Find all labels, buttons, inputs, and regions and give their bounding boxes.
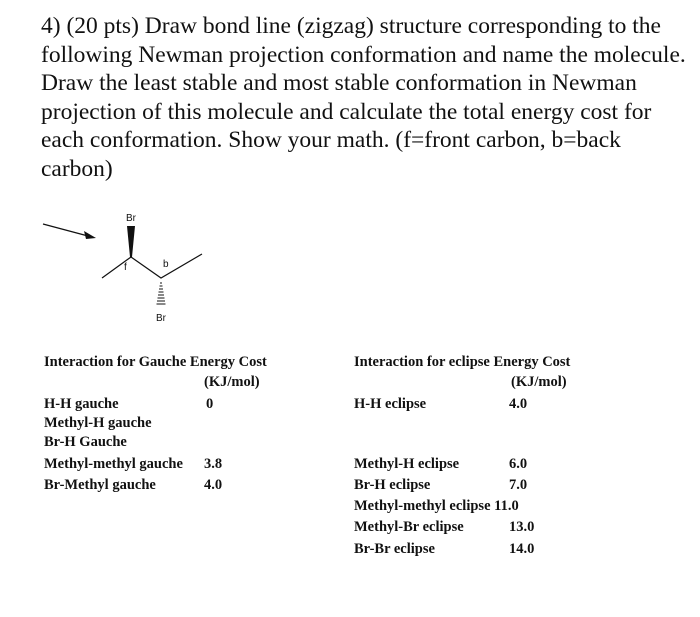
table-row <box>354 496 519 516</box>
interaction-label: Methyl-methyl gauche <box>44 456 183 472</box>
interaction-label: Br-H Gauche <box>44 434 127 450</box>
energy-value: 6.0 <box>509 456 528 472</box>
interaction-label: H-H gauche <box>44 396 119 412</box>
bottom-br-label: Br <box>156 313 166 324</box>
table-row <box>354 394 426 414</box>
zigzag-bonds <box>102 254 202 278</box>
interaction-label: Methyl-H eclipse <box>354 456 460 472</box>
interaction-label: Br-Methyl gauche <box>44 477 156 493</box>
interaction-label: Br-Br eclipse <box>354 541 435 557</box>
table-row <box>354 454 459 474</box>
energy-value: 0 <box>206 396 214 412</box>
back-carbon-label: b <box>163 259 169 270</box>
pointer-arrow-line <box>43 224 88 236</box>
gauche-header-units: (KJ/mol) <box>204 374 260 390</box>
gauche-header: Interaction for Gauche Energy Cost <box>44 354 267 370</box>
top-br-label: Br <box>126 213 136 224</box>
wedge-bond <box>127 226 135 257</box>
table-row <box>354 475 430 495</box>
eclipse-table <box>354 352 654 572</box>
structure-drawing <box>40 205 230 335</box>
gauche-table <box>44 352 334 502</box>
table-row <box>44 432 127 452</box>
energy-value: 14.0 <box>509 541 535 557</box>
table-row <box>44 394 119 414</box>
front-carbon-label: f <box>124 262 127 273</box>
table-row <box>44 413 152 433</box>
energy-value: 4.0 <box>204 477 223 493</box>
energy-value: 4.0 <box>509 396 528 412</box>
newman-figure <box>40 205 230 335</box>
eclipse-header-units: (KJ/mol) <box>511 374 567 390</box>
energy-value: 7.0 <box>509 477 528 493</box>
eclipse-header: Interaction for eclipse Energy Cost <box>354 354 571 370</box>
table-row <box>44 454 183 474</box>
table-row <box>44 475 156 495</box>
interaction-label: Methyl-methyl eclipse <box>354 498 491 514</box>
energy-value: 13.0 <box>509 519 535 535</box>
question-text: 4) (20 pts) Draw bond line (zigzag) structure corresponding to the following Newman projection conformation and name the molecule. Draw the least stable and most stable conformation in Newman projection of this molecule and calculate the total energy cost for each conformation. Show your math. (f=front carbon, b=back carbon) <box>41 13 686 182</box>
interaction-label: H-H eclipse <box>354 396 427 412</box>
table-row <box>354 517 464 537</box>
pointer-arrow-head <box>84 231 96 239</box>
hashed-bond <box>157 283 166 304</box>
interaction-label: Methyl-H gauche <box>44 415 152 431</box>
interaction-label: Methyl-Br eclipse <box>354 519 464 535</box>
interaction-label: Br-H eclipse <box>354 477 431 493</box>
table-row <box>354 539 435 559</box>
energy-value: 11.0 <box>494 498 519 514</box>
energy-value: 3.8 <box>204 456 223 472</box>
